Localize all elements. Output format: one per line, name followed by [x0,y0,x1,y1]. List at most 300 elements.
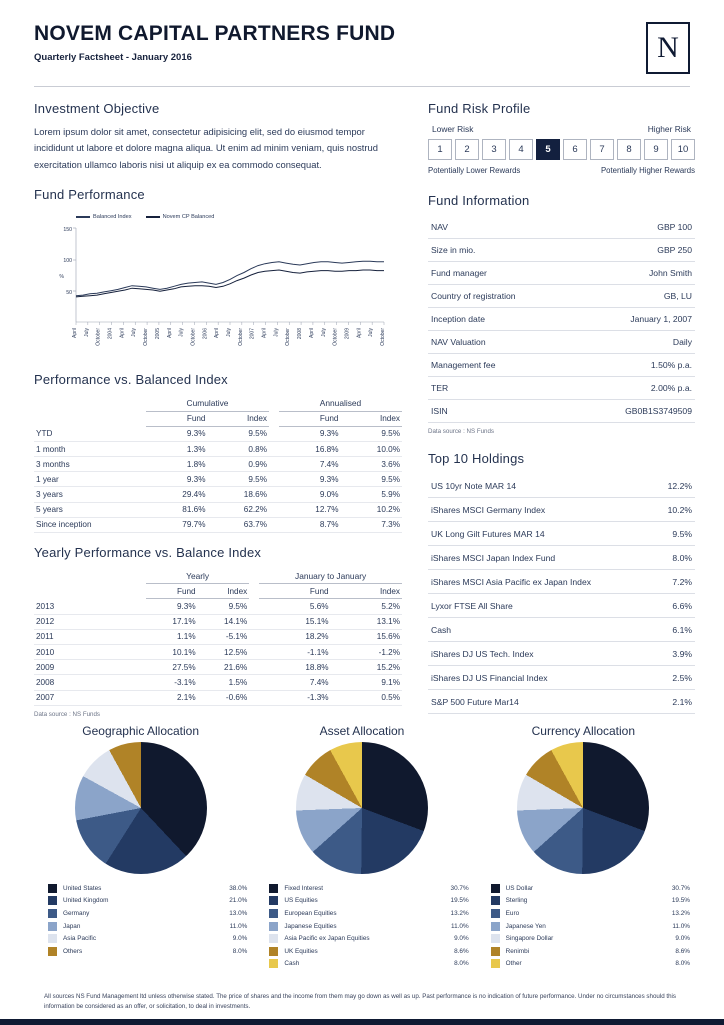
legend-value: 21.0% [229,897,248,905]
page-subtitle: Quarterly Factsheet - January 2016 [34,52,192,63]
row-value: 12.5% [198,644,250,659]
right-column [428,101,695,718]
table-row-label: Size in mio. [431,245,476,255]
row-value: 5.6% [259,599,330,614]
legend-item [491,884,690,893]
table-row [428,239,695,262]
row-value: 27.5% [146,660,198,675]
svg-text:100: 100 [63,258,72,265]
legend-item [48,909,247,918]
legend-item [269,884,468,893]
table-row [34,441,402,456]
row-value: 1.5% [198,675,250,690]
row-label: 2011 [34,629,146,644]
table-row-value: 2.1% [672,696,692,707]
table-row-label: Inception date [431,314,485,324]
pie-legend [48,884,247,956]
svg-text:2007: 2007 [249,328,256,340]
row-value: 15.1% [259,614,330,629]
table-row [34,472,402,487]
objective-heading: Investment Objective [34,101,160,116]
objective-text: Lorem ipsum dolor sit amet, consectetur adipisicing elit, sed do eiusmod tempor incididunt ut labore et dolore magna aliqua. Ut enim ad minim veniam, quis nostrud exercitation ullamco laboris nisi ut aliquip ex ea commodo consequat. [34,126,378,170]
sub-header-fund: Fund [146,411,208,426]
header-text-block [34,22,395,63]
row-value: 8.7% [279,517,341,532]
svg-text:2008: 2008 [297,328,304,340]
row-label: 2008 [34,675,146,690]
legend-swatch [491,896,500,905]
legend-swatch [48,947,57,956]
table-row [428,354,695,377]
yearly-perf-source: Data source : NS Funds [34,710,101,718]
legend-value: 13.2% [671,909,690,917]
legend-value: 8.0% [675,960,690,968]
legend-swatch [269,909,278,918]
sub-header-index: Index [208,411,270,426]
table-row [428,522,695,546]
legend-value: 38.0% [229,884,248,892]
row-value: 29.4% [146,487,208,502]
risk-level-8[interactable]: 8 [617,139,641,160]
risk-level-6[interactable]: 6 [563,139,587,160]
spacer-cell [249,599,259,614]
table-row-label: Lyxor FTSE All Share [431,600,513,611]
row-label: 3 years [34,487,146,502]
table-row-label: iShares DJ US Financial Index [431,672,548,683]
table-row-value: GB, LU [663,291,692,301]
row-value: -1.3% [259,690,330,705]
perf-vs-index-heading: Performance vs. Balanced Index [34,372,228,388]
header-divider [34,86,690,87]
legend-value: 11.0% [451,922,469,930]
page-title: NOVEM CAPITAL PARTNERS FUND [34,22,396,45]
content-columns [34,101,695,718]
svg-text:2006: 2006 [202,328,209,340]
legend-swatch [269,896,278,905]
table-row-value: January 1, 2007 [630,314,692,324]
row-value: 14.1% [198,614,250,629]
row-value: 7.4% [259,675,330,690]
legend-label: Cash [284,960,300,968]
legend-item [269,947,468,956]
row-value: 9.3% [279,472,341,487]
legend-value: 9.0% [454,935,469,943]
svg-text:October: October [95,328,102,347]
top-holdings-table [428,474,695,714]
risk-profile-heading: Fund Risk Profile [428,101,531,116]
spacer-cell [269,502,279,517]
row-label: 2012 [34,614,146,629]
spacer-cell [269,472,279,487]
row-value: 81.6% [146,502,208,517]
legend-value: 11.0% [229,922,248,930]
row-value: 1.8% [146,457,208,472]
legend-item [491,896,690,905]
table-row [428,474,695,498]
legend-item [48,934,247,943]
row-value: 15.6% [331,629,402,644]
sub-header-index: Index [198,584,250,599]
allocation-chart-2 [255,724,468,972]
legend-item-fund: Novem CP Balanced [146,214,215,220]
legend-swatch [269,884,278,893]
table-row-value: 6.1% [672,624,692,635]
table-row [34,457,402,472]
perf-vs-index-table [34,395,402,533]
table-row-value: 9.5% [672,528,692,539]
legend-item [491,959,690,968]
legend-label: Euro [505,909,520,917]
row-value: -3.1% [146,675,198,690]
svg-text:50: 50 [66,290,72,297]
sub-header-index-jtj: Index [331,584,402,599]
row-value: 16.8% [279,441,341,456]
table-row-label: iShares MSCI Germany Index [431,504,546,515]
spacer-cell [249,629,259,644]
logo-letter: N [657,31,679,64]
svg-text:July: July [273,328,280,338]
legend-label: Others [63,947,83,955]
row-value: 5.9% [341,487,403,502]
table-row-value: 10.2% [667,504,692,515]
row-value: 18.2% [259,629,330,644]
risk-scale[interactable] [428,139,695,160]
legend-item [491,922,690,931]
row-value: 10.1% [146,644,198,659]
group-header-yearly: Yearly [146,568,249,584]
spacer-cell [249,644,259,659]
legend-label: Fixed Interest [284,884,324,892]
svg-text:April: April [214,328,221,339]
table-row [34,644,402,659]
allocation-charts [34,724,690,972]
table-row [34,599,402,614]
risk-level-2[interactable]: 2 [455,139,479,160]
fund-information-table [428,216,695,423]
table-row-label: iShares MSCI Asia Pacific ex Japan Index [431,576,592,587]
pie-chart [75,742,207,874]
risk-higher-label: Higher Risk [647,124,691,134]
svg-text:October: October [285,328,292,347]
svg-text:July: July [226,328,232,338]
svg-text:2004: 2004 [107,328,114,340]
svg-text:July: July [83,328,90,338]
row-value: 63.7% [208,517,270,532]
row-value: 3.6% [341,457,403,472]
yearly-perf-table [34,568,402,706]
table-row [34,487,402,502]
legend-label: Renimbi [505,947,530,955]
row-value: 79.7% [146,517,208,532]
allocation-title: Geographic Allocation [82,723,200,738]
legend-swatch [269,922,278,931]
chart-legend [76,214,214,220]
svg-text:%: % [59,274,64,281]
table-row [428,285,695,308]
performance-chart-svg [34,210,402,370]
legend-label: Sterling [505,897,528,905]
table-group-header-row [34,568,402,584]
table-row-label: NAV Valuation [431,337,486,347]
sub-header-index-ann: Index [341,411,403,426]
legend-item [48,896,247,905]
table-row [428,308,695,331]
risk-level-4[interactable]: 4 [509,139,533,160]
legend-value: 9.0% [232,935,248,943]
svg-text:April: April [356,328,363,339]
legend-item [269,959,468,968]
row-value: 62.2% [208,502,270,517]
row-label: 5 years [34,502,146,517]
row-label: 1 month [34,441,146,456]
table-row-label: Cash [431,624,452,635]
risk-level-5[interactable]: 5 [536,139,560,160]
brand-logo-icon [646,22,690,74]
row-value: 12.7% [279,502,341,517]
legend-label: European Equities [284,909,337,917]
group-header-annualised: Annualised [279,395,402,411]
row-label: 2007 [34,690,146,705]
legend-label: Japan [63,922,81,930]
legend-item-index: Balanced Index [76,214,132,220]
legend-label: Other [505,960,522,968]
row-value: 9.5% [341,426,403,441]
legend-value: 8.6% [675,947,690,955]
top-holdings-heading: Top 10 Holdings [428,451,525,466]
row-value: 21.6% [198,660,250,675]
table-row [428,377,695,400]
table-row-value: 12.2% [667,480,692,491]
table-row-label: Management fee [431,360,496,370]
spacer-cell [269,517,279,532]
spacer-cell [249,614,259,629]
legend-swatch [48,909,57,918]
pie-chart [296,742,428,874]
row-value: 2.1% [146,690,198,705]
group-header-jan-to-jan: January to January [259,568,402,584]
table-row-value: 8.0% [672,552,692,563]
sub-header-fund-ann: Fund [279,411,341,426]
risk-lower-label: Lower Risk [432,124,474,134]
row-value: -1.1% [259,644,330,659]
table-row [428,666,695,690]
table-row-value: GBP 100 [657,222,692,232]
row-label: 1 year [34,472,146,487]
table-row-value: 2.5% [672,672,692,683]
risk-higher-rewards: Potentially Higher Rewards [600,166,695,175]
row-value: 9.3% [146,599,198,614]
svg-text:April: April [119,328,126,339]
svg-text:October: October [380,328,386,347]
legend-swatch [48,896,57,905]
row-value: -5.1% [198,629,250,644]
legend-swatch [491,934,500,943]
table-row [428,642,695,666]
table-row [428,570,695,594]
svg-text:150: 150 [63,227,72,234]
row-value: 9.3% [146,426,208,441]
risk-lower-rewards: Potentially Lower Rewards [428,166,521,175]
row-value: 0.8% [208,441,270,456]
footer-bar [0,1019,724,1025]
yearly-perf-heading: Yearly Performance vs. Balance Index [34,545,262,561]
svg-text:October: October [237,328,244,347]
allocation-chart-1 [34,724,247,972]
table-row [428,546,695,570]
row-value: 9.1% [331,675,402,690]
risk-level-9[interactable]: 9 [644,139,668,160]
legend-item [48,947,247,956]
table-row [428,690,695,714]
row-label: 2013 [34,599,146,614]
table-row-label: iShares MSCI Japan Index Fund [431,552,556,563]
sub-header-fund: Fund [146,584,198,599]
table-row [428,498,695,522]
legend-label: US Equities [284,897,318,905]
table-row-value: 7.2% [672,576,692,587]
row-value: 7.4% [279,457,341,472]
spacer-cell [249,660,259,675]
table-row-value: 3.9% [672,648,692,659]
spacer-cell [269,457,279,472]
legend-value: 11.0% [672,922,690,930]
legend-value: 19.5% [450,897,469,905]
performance-chart [34,210,402,370]
legend-label: US Dollar [505,884,534,892]
pie-legend [491,884,690,969]
legend-item [269,934,468,943]
table-row-label: Country of registration [431,291,516,301]
table-row-value: 6.6% [672,600,692,611]
row-value: 9.5% [208,426,270,441]
table-sub-header-row [34,411,402,426]
svg-text:October: October [332,328,339,347]
risk-level-3[interactable]: 3 [482,139,506,160]
pie-legend [269,884,468,969]
legend-swatch [48,884,57,893]
row-value: 9.3% [279,426,341,441]
legend-value: 30.7% [671,884,690,892]
legend-swatch [491,884,500,893]
legend-label: Singapore Dollar [505,935,554,943]
spacer-cell [269,441,279,456]
allocation-title: Currency Allocation [531,723,636,738]
legend-value: 30.7% [450,884,469,892]
row-value: 15.2% [331,660,402,675]
legend-swatch [48,922,57,931]
page-header [34,22,690,74]
row-value: 9.5% [198,599,250,614]
allocation-chart-3 [477,724,690,972]
row-label: 2010 [34,644,146,659]
legend-item [269,922,468,931]
table-row-value: GBP 250 [657,245,692,255]
table-row-label: S&P 500 Future Mar14 [431,696,519,707]
table-row-label: Fund manager [431,268,487,278]
table-row [428,594,695,618]
row-label: YTD [34,426,146,441]
table-row-value: 1.50% p.a. [650,360,692,370]
risk-level-1[interactable]: 1 [428,139,452,160]
legend-label: United States [63,884,102,892]
spacer-cell [269,487,279,502]
table-row [34,517,402,532]
row-value: 0.5% [331,690,402,705]
row-value: 7.3% [341,517,403,532]
left-column [34,101,402,718]
legend-swatch [491,947,500,956]
svg-text:July: July [131,328,138,338]
legend-value: 13.0% [229,909,248,917]
svg-text:April: April [166,328,173,339]
row-value: 1.1% [146,629,198,644]
disclaimer-text: All sources NS Fund Management ltd unless otherwise stated. The price of shares and the income from them may go down as well as up. Past performance is no indication of future performance. Under no circumstances should this information be considered as an offer, or solicitation, to deal in investments. [44,993,677,1010]
table-row-value: GB0B1S3749509 [625,406,692,416]
legend-value: 8.6% [454,947,469,955]
spacer-cell [249,675,259,690]
pie-chart [517,742,649,874]
row-value: 13.1% [331,614,402,629]
allocation-title: Asset Allocation [319,723,405,738]
svg-text:October: October [143,328,150,347]
table-row-label: US 10yr Note MAR 14 [431,480,517,491]
table-row [34,690,402,705]
table-row [428,262,695,285]
table-row [34,426,402,441]
risk-level-7[interactable]: 7 [590,139,614,160]
legend-item [491,947,690,956]
legend-value: 13.2% [450,909,469,917]
spacer-cell [249,690,259,705]
svg-text:2005: 2005 [154,328,161,340]
risk-level-10[interactable]: 10 [671,139,695,160]
row-value: 5.2% [331,599,402,614]
table-row-label: TER [431,383,449,393]
legend-item [491,934,690,943]
table-row [34,502,402,517]
fund-information-heading: Fund Information [428,193,530,208]
table-row-label: NAV [431,222,449,232]
row-value: 18.8% [259,660,330,675]
table-row-label: ISIN [431,406,448,416]
table-row [34,660,402,675]
table-row [34,629,402,644]
legend-swatch [269,947,278,956]
legend-item [491,909,690,918]
legend-value: 8.0% [232,947,248,955]
row-label: Since inception [34,517,146,532]
legend-swatch [269,959,278,968]
table-row-label: iShares DJ US Tech. Index [431,648,534,659]
table-group-header-row [34,395,402,411]
legend-label: Japanese Equities [284,922,337,930]
row-value: 10.0% [341,441,403,456]
table-sub-header-row [34,584,402,599]
table-row [428,216,695,239]
legend-label: Asia Pacific [63,935,97,943]
legend-item [269,909,468,918]
legend-value: 19.5% [671,897,690,905]
performance-chart-heading: Fund Performance [34,187,145,203]
legend-swatch [269,934,278,943]
svg-text:April: April [261,328,268,339]
table-row-label: UK Long Gilt Futures MAR 14 [431,528,545,539]
row-value: -0.6% [198,690,250,705]
legend-value: 9.0% [675,935,690,943]
row-value: 10.2% [341,502,403,517]
legend-swatch [491,959,500,968]
row-value: 9.5% [341,472,403,487]
